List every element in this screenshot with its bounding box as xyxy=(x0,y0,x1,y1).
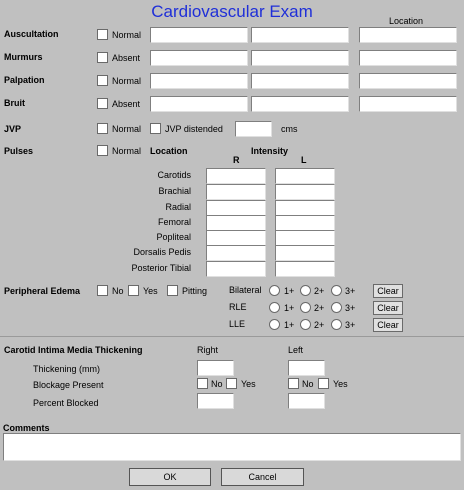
bruit-absent-label: Absent xyxy=(112,99,141,109)
thickening-label: Thickening (mm) xyxy=(33,364,101,374)
blockage-left-no-label: No xyxy=(302,379,314,389)
pulse-carotids-r-field[interactable] xyxy=(206,168,266,184)
cancel-button[interactable]: Cancel xyxy=(221,468,304,486)
edema-yes-checkbox[interactable] xyxy=(128,285,139,296)
pulse-site-label: Femoral xyxy=(157,217,191,227)
pulse-popliteal-r-field[interactable] xyxy=(206,230,266,246)
comments-label: Comments xyxy=(3,423,50,433)
pulse-dorsalis-pedis-l-field[interactable] xyxy=(275,245,335,261)
ok-button[interactable]: OK xyxy=(129,468,211,486)
edema-row-label: LLE xyxy=(229,319,246,329)
grade-label: 1+ xyxy=(284,286,295,296)
pulse-site-label: Posterior Tibial xyxy=(131,263,191,273)
jvp-distended-checkbox[interactable] xyxy=(150,123,161,134)
pulses-label: Pulses xyxy=(4,146,34,156)
bruit-field-2[interactable] xyxy=(251,96,349,112)
palpation-location-field[interactable] xyxy=(359,73,457,89)
pulse-popliteal-l-field[interactable] xyxy=(275,230,335,246)
lle-3plus-radio[interactable] xyxy=(331,319,342,330)
location-header: Location xyxy=(389,16,424,26)
pulse-radial-r-field[interactable] xyxy=(206,200,266,216)
grade-label: 3+ xyxy=(345,303,356,313)
pulse-radial-l-field[interactable] xyxy=(275,200,335,216)
lle-2plus-radio[interactable] xyxy=(300,319,311,330)
pulse-brachial-l-field[interactable] xyxy=(275,184,335,200)
rle-1plus-radio[interactable] xyxy=(269,302,280,313)
pulse-posterior-tibial-r-field[interactable] xyxy=(206,261,266,277)
lle-1plus-radio[interactable] xyxy=(269,319,280,330)
pulse-femoral-r-field[interactable] xyxy=(206,215,266,231)
pulses-normal-label: Normal xyxy=(112,146,142,156)
grade-label: 2+ xyxy=(314,286,325,296)
blockage-left-yes-label: Yes xyxy=(333,379,348,389)
grade-label: 3+ xyxy=(345,286,356,296)
percent-blocked-label: Percent Blocked xyxy=(33,398,99,408)
grade-label: 1+ xyxy=(284,320,295,330)
murmurs-absent-checkbox[interactable] xyxy=(97,52,108,63)
lle-clear-button[interactable]: Clear xyxy=(373,318,403,332)
rle-3plus-radio[interactable] xyxy=(331,302,342,313)
rle-clear-button[interactable]: Clear xyxy=(373,301,403,315)
pulse-carotids-l-field[interactable] xyxy=(275,168,335,184)
pulses-normal-checkbox[interactable] xyxy=(97,145,108,156)
jvp-label: JVP xyxy=(4,124,22,134)
blockage-label: Blockage Present xyxy=(33,380,104,390)
bilateral-1plus-radio[interactable] xyxy=(269,285,280,296)
edema-row-label: Bilateral xyxy=(229,285,262,295)
jvp-unit: cms xyxy=(281,124,298,134)
percent-blocked-right-field[interactable] xyxy=(197,393,234,409)
blockage-right-no-label: No xyxy=(211,379,223,389)
section-divider xyxy=(0,336,464,337)
auscultation-field-2[interactable] xyxy=(251,27,349,43)
auscultation-normal-checkbox[interactable] xyxy=(97,29,108,40)
pulse-site-label: Brachial xyxy=(158,186,191,196)
thickening-left-field[interactable] xyxy=(288,360,325,376)
pulse-dorsalis-pedis-r-field[interactable] xyxy=(206,245,266,261)
pulses-l-header: L xyxy=(301,155,307,165)
bruit-location-field[interactable] xyxy=(359,96,457,112)
auscultation-location-field[interactable] xyxy=(359,27,457,43)
palpation-field-1[interactable] xyxy=(150,73,248,89)
pulse-site-label: Radial xyxy=(165,202,191,212)
grade-label: 2+ xyxy=(314,320,325,330)
carotid-section-label: Carotid Intima Media Thickening xyxy=(4,345,143,355)
pulses-r-header: R xyxy=(233,155,240,165)
murmurs-label: Murmurs xyxy=(4,52,43,62)
blockage-right-yes-label: Yes xyxy=(241,379,256,389)
rle-2plus-radio[interactable] xyxy=(300,302,311,313)
murmurs-field-2[interactable] xyxy=(251,50,349,66)
jvp-normal-checkbox[interactable] xyxy=(97,123,108,134)
bilateral-clear-button[interactable]: Clear xyxy=(373,284,403,298)
blockage-left-no-checkbox[interactable] xyxy=(288,378,299,389)
jvp-cms-field[interactable] xyxy=(235,121,272,137)
grade-label: 2+ xyxy=(314,303,325,313)
thickening-right-field[interactable] xyxy=(197,360,234,376)
auscultation-field-1[interactable] xyxy=(150,27,248,43)
pulse-femoral-l-field[interactable] xyxy=(275,215,335,231)
grade-label: 3+ xyxy=(345,320,356,330)
auscultation-label: Auscultation xyxy=(4,29,59,39)
pulse-site-label: Popliteal xyxy=(156,232,191,242)
percent-blocked-left-field[interactable] xyxy=(288,393,325,409)
edema-row-label: RLE xyxy=(229,302,247,312)
grade-label: 1+ xyxy=(284,303,295,313)
bruit-label: Bruit xyxy=(4,98,25,108)
murmurs-field-1[interactable] xyxy=(150,50,248,66)
pulse-brachial-r-field[interactable] xyxy=(206,184,266,200)
edema-yes-label: Yes xyxy=(143,286,158,296)
jvp-distended-label: JVP distended xyxy=(165,124,223,134)
murmurs-absent-label: Absent xyxy=(112,53,141,63)
palpation-label: Palpation xyxy=(4,75,45,85)
blockage-left-yes-checkbox[interactable] xyxy=(318,378,329,389)
edema-pitting-label: Pitting xyxy=(182,286,208,296)
peripheral-edema-label: Peripheral Edema xyxy=(4,286,81,296)
jvp-normal-label: Normal xyxy=(112,124,142,134)
palpation-normal-checkbox[interactable] xyxy=(97,75,108,86)
pulses-location-header: Location xyxy=(150,146,188,156)
murmurs-location-field[interactable] xyxy=(359,50,457,66)
auscultation-normal-label: Normal xyxy=(112,30,142,40)
bruit-absent-checkbox[interactable] xyxy=(97,98,108,109)
edema-no-checkbox[interactable] xyxy=(97,285,108,296)
pulses-intensity-header: Intensity xyxy=(251,146,289,156)
page-title: Cardiovascular Exam xyxy=(151,2,313,21)
palpation-field-2[interactable] xyxy=(251,73,349,89)
edema-pitting-checkbox[interactable] xyxy=(167,285,178,296)
pulse-site-label: Carotids xyxy=(157,170,191,180)
carotid-left-header: Left xyxy=(288,345,304,355)
carotid-right-header: Right xyxy=(197,345,219,355)
bilateral-2plus-radio[interactable] xyxy=(300,285,311,296)
blockage-right-yes-checkbox[interactable] xyxy=(226,378,237,389)
bilateral-3plus-radio[interactable] xyxy=(331,285,342,296)
comments-field[interactable] xyxy=(3,433,461,461)
pulse-site-label: Dorsalis Pedis xyxy=(133,247,191,257)
edema-no-label: No xyxy=(112,286,124,296)
bruit-field-1[interactable] xyxy=(150,96,248,112)
blockage-right-no-checkbox[interactable] xyxy=(197,378,208,389)
palpation-normal-label: Normal xyxy=(112,76,142,86)
pulse-posterior-tibial-l-field[interactable] xyxy=(275,261,335,277)
